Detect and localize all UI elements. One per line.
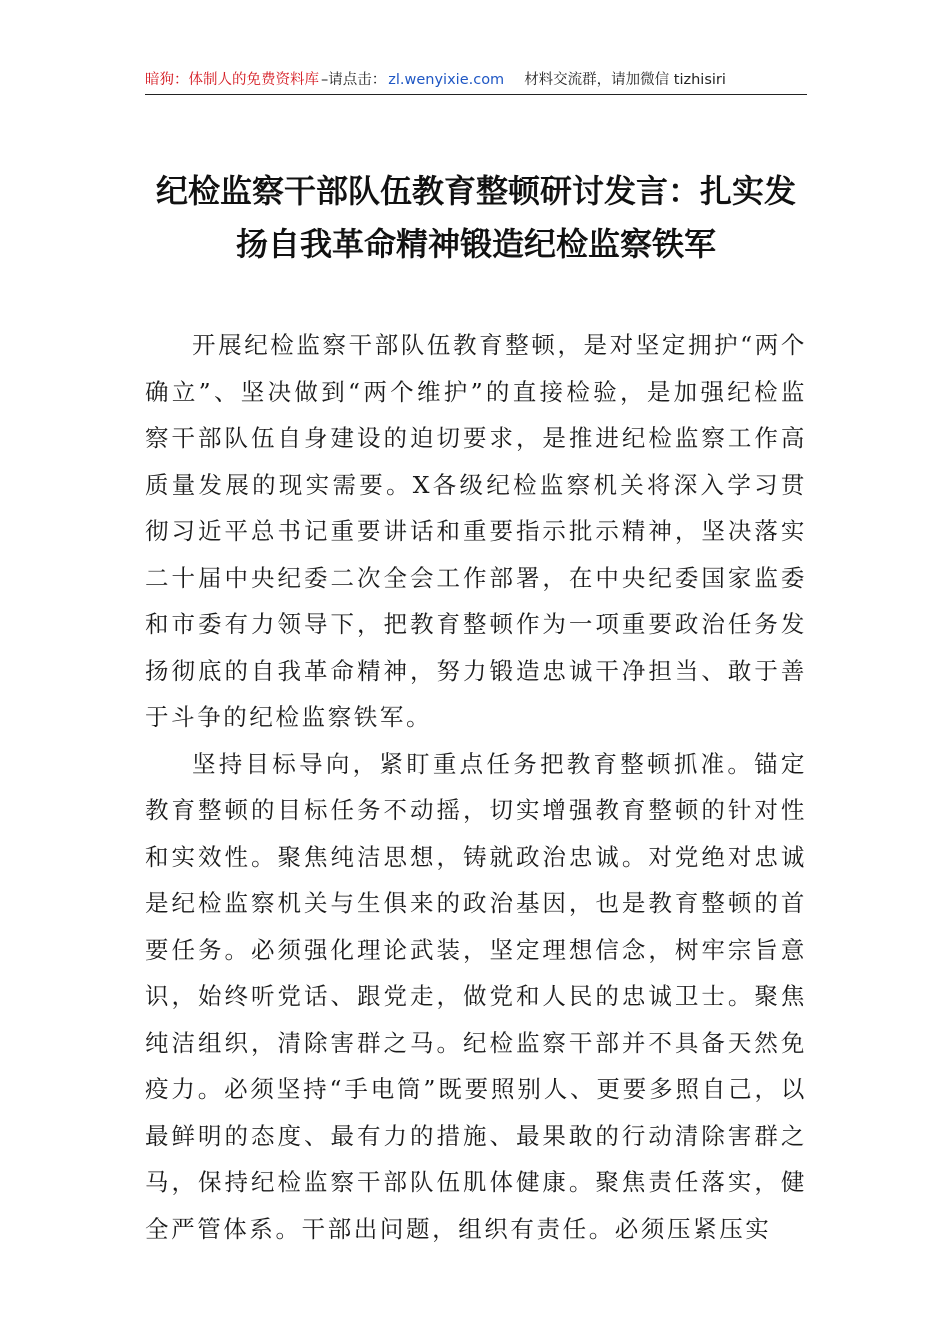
header-contact: 材料交流群，请加微信 tizhisiri — [524, 72, 726, 88]
body-paragraph: 开展纪检监察干部队伍教育整顿，是对坚定拥护“两个确立”、坚决做到“两个维护”的直接检验，是加强纪检监察干部队伍自身建设的迫切要求，是推进纪检监察工作高质量发展的现实需要。X各级纪检监察机关将深入学习贯彻习近平总书记重要讲话和重要指示批示精神，坚决落实二十届中央纪委二次全会工作部署，在中央纪委国家监委和市委有力领导下，把教育整顿作为一项重要政治任务发扬彻底的自我革命精神，努力锻造忠诚干净担当、敢于善于斗争的纪检监察铁军。 — [145, 331, 807, 731]
header-prompt: –请点击： — [321, 72, 387, 88]
document-body — [145, 322, 807, 1252]
body-paragraph: 坚持目标导向，紧盯重点任务把教育整顿抓准。锚定教育整顿的目标任务不动摇，切实增强教育整顿的针对性和实效性。聚焦纯洁思想，铸就政治忠诚。对党绝对忠诚是纪检监察机关与生俱来的政治基因，也是教育整顿的首要任务。必须强化理论武装，坚定理想信念，树牢宗旨意识，始终听党话、跟党走，做党和人民的忠诚卫士。聚焦纯洁组织，清除害群之马。纪检监察干部并不具备天然免疫力。必须坚持“手电筒”既要照别人、更要多照自己，以最鲜明的态度、最有力的措施、最果敢的行动清除害群之马，保持纪检监察干部队伍肌体健康。聚焦责任落实，健全严管体系。干部出问题，组织有责任。必须压紧压实 — [145, 749, 807, 1243]
header-brand: 暗狗：体制人的免费资料库 — [145, 72, 319, 88]
header-link[interactable]: zl.wenyixie.com — [388, 72, 505, 88]
document-title: 纪检监察干部队伍教育整顿研讨发言：扎实发扬自我革命精神锻造纪检监察铁军 — [155, 172, 796, 263]
page-header — [145, 66, 807, 95]
